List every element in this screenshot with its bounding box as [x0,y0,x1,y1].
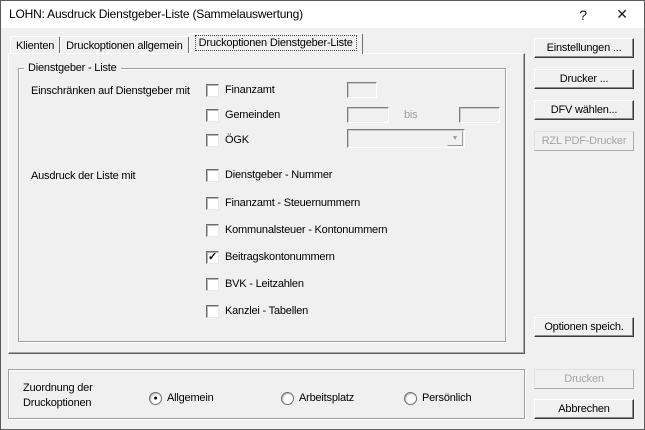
checkbox-row-bvk-leitzahlen [206,278,304,291]
checkbox-row-oegk [206,134,249,147]
bvk-leitzahlen-checkbox[interactable] [206,278,219,291]
bis-label: bis [404,109,418,121]
checkbox-row-finanzamt [206,84,275,97]
kommunalsteuer-kontonummern-checkbox[interactable] [206,224,219,237]
tab-druckoptionen-dienstgeber-liste[interactable] [189,33,363,54]
assignment-label-line2: Druckoptionen [23,397,92,409]
kommunalsteuer-kontonummern-label: Kommunalsteuer - Kontonummern [225,224,388,236]
close-icon[interactable]: ✕ [616,6,628,22]
allgemein-radio[interactable] [149,392,162,405]
optionen-speichern-button[interactable]: Optionen speich. [534,317,634,337]
oegk-checkbox[interactable] [206,134,219,147]
checkbox-row-dienstgeber-nummer [206,169,332,182]
rzl-pdf-drucker-button: RZL PDF-Drucker [534,131,634,151]
checkbox-row-kommunalsteuer-kontonummern [206,224,387,237]
finanzamt-label: Finanzamt [225,84,275,96]
radio-dot: ● [153,395,158,402]
gemeinden-from-input[interactable] [347,107,389,123]
finanzamt-input[interactable] [347,82,377,98]
dienstgeber-nummer-label: Dienstgeber - Nummer [225,169,333,181]
print-section-label: Ausdruck der Liste mit [31,170,136,182]
abbrechen-button[interactable]: Abbrechen [534,399,634,419]
drucker-button[interactable]: Drucker ... [534,69,634,89]
gemeinden-to-input[interactable] [459,107,500,123]
drucken-button: Drucken [534,369,634,389]
groupbox-legend: Dienstgeber - Liste [24,62,121,75]
tab-klienten[interactable] [10,36,60,53]
tab-label: Klienten [16,39,55,52]
radio-row-allgemein [149,392,214,405]
assignment-label-line1: Zuordnung der [23,382,93,394]
gemeinden-checkbox[interactable] [206,109,219,122]
radio-row-arbeitsplatz [281,392,354,405]
oegk-label: ÖGK [225,134,249,146]
checkbox-row-kanzlei-tabellen [206,305,308,318]
einstellungen-button[interactable]: Einstellungen ... [534,38,634,58]
arbeitsplatz-radio[interactable] [281,392,294,405]
dfv-waehlen-button[interactable]: DFV wählen... [534,100,634,120]
restrict-section-label: Einschränken auf Dienstgeber mit [31,85,190,97]
persoenlich-radio[interactable] [404,392,417,405]
finanzamt-checkbox[interactable] [206,84,219,97]
oegk-dropdown[interactable] [347,129,465,148]
kanzlei-tabellen-checkbox[interactable] [206,305,219,318]
arbeitsplatz-label: Arbeitsplatz [299,392,355,404]
dropdown-arrow-icon[interactable]: ▼ [447,131,463,146]
radio-row-persoenlich [404,392,471,405]
window-title: LOHN: Ausdruck Dienstgeber-Liste (Sammelauswertung) [9,7,303,21]
beitragskontonummern-label: Beitragskontonummern [225,251,335,263]
finanzamt-steuernummern-checkbox[interactable] [206,197,219,210]
help-icon[interactable]: ? [579,6,587,23]
tab-druckoptionen-allgemein[interactable] [60,36,188,53]
gemeinden-label: Gemeinden [225,109,281,121]
checkbox-row-gemeinden [206,109,280,122]
tab-label: Druckoptionen allgemein [66,39,183,52]
checkbox-row-beitragskontonummern [206,251,335,264]
checkbox-row-finanzamt-steuernummern [206,197,360,210]
tab-strip [10,33,363,54]
kanzlei-tabellen-label: Kanzlei - Tabellen [225,305,309,317]
finanzamt-steuernummern-label: Finanzamt - Steuernummern [225,197,360,209]
dienstgeber-nummer-checkbox[interactable] [206,169,219,182]
title-bar [1,1,644,28]
beitragskontonummern-checkbox[interactable]: ✓ [207,251,218,263]
allgemein-label: Allgemein [167,392,214,404]
bvk-leitzahlen-label: BVK - Leitzahlen [225,278,304,290]
persoenlich-label: Persönlich [422,392,472,404]
tab-label: Druckoptionen Dienstgeber-Liste [195,35,357,51]
